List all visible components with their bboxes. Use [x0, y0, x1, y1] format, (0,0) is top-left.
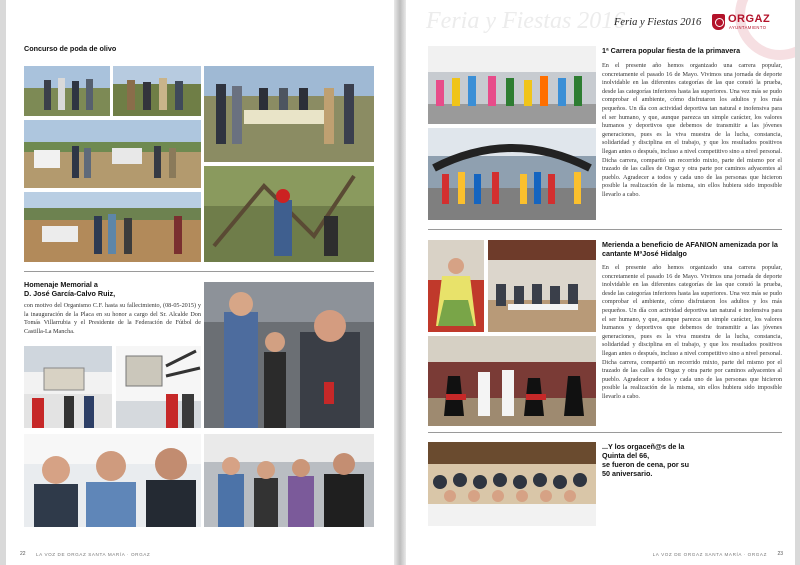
- page-number-left: 22: [20, 551, 26, 557]
- quinta-caption-line4: 50 aniversario.: [602, 469, 653, 478]
- section-title-homenaje: Homenaje Memorial a: [24, 280, 98, 289]
- footer-right: LA VOZ DE ORGAZ SANTA MARÍA · ORGAZ: [652, 552, 767, 557]
- photo-olive-field-group: [24, 192, 201, 262]
- photo-race-kids: [428, 46, 596, 124]
- photo-olive-award-table: [204, 66, 374, 162]
- page-spine: [394, 0, 406, 565]
- photo-homenaje-crowd: [204, 434, 374, 527]
- quinta-caption-line1: ...Y los orgaceñ@s de la: [602, 442, 685, 451]
- section-title-carrera: 1ª Carrera popular fiesta de la primavera: [602, 46, 741, 55]
- page-number-right: 23: [777, 551, 783, 557]
- header-watermark: Feria y Fiestas 2016: [426, 8, 626, 34]
- section-divider: [428, 432, 782, 433]
- orgaz-logo: [712, 12, 782, 34]
- photo-homenaje-portrait: [24, 434, 201, 527]
- section-title-merienda: Merienda a beneficio de AFANION amenizada por la cantante MªJosé Hidalgo: [602, 240, 778, 258]
- photo-plaque-unveiling: [24, 346, 112, 428]
- photo-homenaje-applause: [204, 282, 374, 428]
- photo-race-start: [428, 128, 596, 220]
- photo-olive-pruning: [204, 166, 374, 262]
- logo-name: ORGAZ: [728, 13, 771, 25]
- photo-dancers: [428, 336, 596, 426]
- photo-olive-group-2: [113, 66, 201, 116]
- photo-olive-group-1: [24, 66, 110, 116]
- footer-left: LA VOZ DE ORGAZ SANTA MARÍA · ORGAZ: [36, 552, 151, 557]
- right-page: [406, 0, 795, 565]
- logo-subtitle: AYUNTAMIENTO: [729, 25, 767, 30]
- coat-of-arms-icon: [712, 14, 725, 30]
- section-title-homenaje-name: D. José García-Calvo Ruiz,: [24, 289, 116, 298]
- section-title-poda: Concurso de poda de olivo: [24, 44, 117, 53]
- homenaje-body-text: con motivo del Organismo C.F. hasta su fallecimiento, (08-05-2015) y la inauguración de la Placa en su honor a cargo del Sr. Alcalde Don Tomás Villarrubia y el Presidente de la Federación de Fútbol de Castilla-La Mancha.: [24, 302, 201, 335]
- header-title: Feria y Fiestas 2016: [614, 17, 702, 28]
- photo-singer: [428, 240, 484, 332]
- photo-merienda-hall: [488, 240, 596, 332]
- left-page: [6, 0, 394, 565]
- section-divider: [24, 271, 374, 272]
- photo-plaque-closeup: [116, 346, 201, 428]
- merienda-body-text: En el presente año hemos organizado una carrera popular, concretamente el pasado 16 de Mayo. Vivimos una jornada de deporte inolvidable en las diferentes categorías de las que constó la prueba, desde las categorías inferiores hasta las superiores. Una vez más se pudo comprobar el ambiente, cómo disfrutaron los adultos y los más pequeños. Un día con actividad deportiva tan natural e inofensiva para el ser humano, y que, aunque parezca un simple carácter, los valores humanos y deportivos que debemos de transmitir a las jóvenes generaciones, pues es la viva muestra de la lucha, constancia, solidaridad y disciplina en el trabajo, y que los resultados positivos llegan antes o después, incluso a nivel competitivo sino a nivel personal. Dicha carrera, compartió un recorrido mixto, parte del mismo por el trazado de las calles de Orgaz y otra parte por caminos adyacentes al pueblo. Agradecer a todos y cada uno de las personas que hicieron posible la realización de la misma, sin ellos hubiera sido imposible llevarlo a cabo.: [602, 264, 782, 400]
- photo-olive-field-cars: [24, 120, 201, 188]
- quinta-caption-line2: Quinta del 66,: [602, 451, 650, 460]
- carrera-body-text: En el presente año hemos organizado una carrera popular, concretamente el pasado 16 de Mayo. Vivimos una jornada de deporte inolvidable en las diferentes categorías de las que constó la prueba, desde las categorías inferiores hasta las superiores. Una vez más se pudo comprobar el ambiente, cómo disfrutaron los adultos y los más pequeños. Un día con actividad deportiva tan natural e inofensiva para el ser humano, y que, aunque parezca un simple carácter, los valores humanos y deportivos que debemos de transmitir a las jóvenes generaciones, pues es la viva muestra de la lucha, constancia, solidaridad y disciplina en el trabajo, y que los resultados positivos llegan antes o después, incluso a nivel competitivo sino a nivel personal. Dicha carrera, compartió un recorrido mixto, parte del mismo por el trazado de las calles de Orgaz y otra parte por caminos adyacentes al pueblo. Agradecer a todos y cada uno de las personas que hicieron posible la realización de la misma, sin ellos hubiera sido imposible llevarlo a cabo.: [602, 62, 782, 198]
- quinta-caption-line3: se fueron de cena, por su: [602, 460, 690, 469]
- section-divider: [428, 229, 782, 230]
- photo-quinta-dinner: [428, 442, 596, 526]
